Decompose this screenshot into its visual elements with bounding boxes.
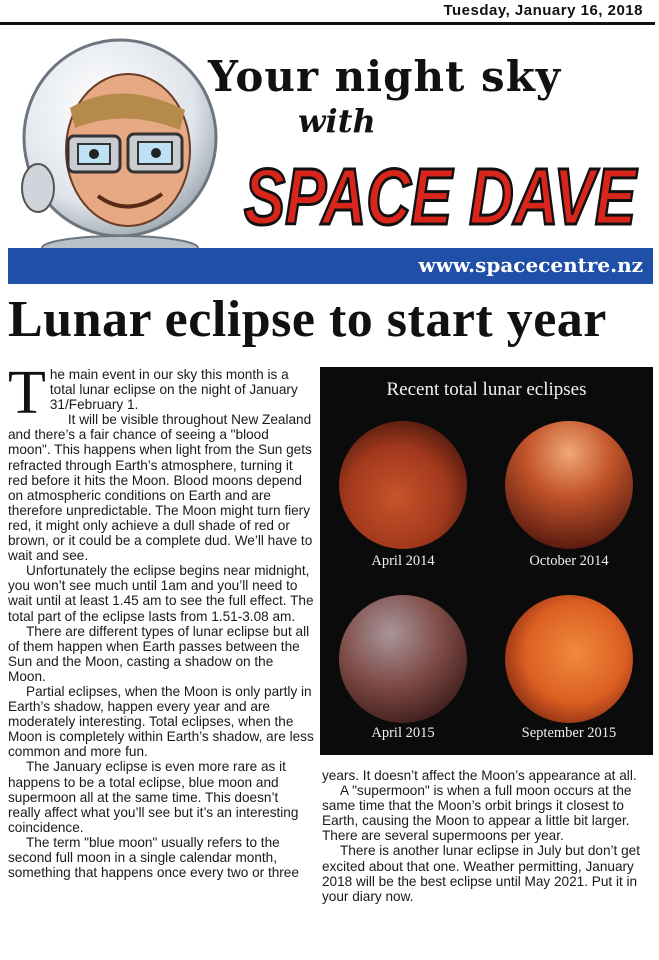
masthead <box>8 30 653 285</box>
article-column-left <box>8 359 314 881</box>
publication-date: Tuesday, January 16, 2018 <box>443 2 643 19</box>
paragraph-9: There is another lunar eclipse in July but don’t get excited about that one. Weather permitting, January 2018 will be the best eclipse until May 2021. Put it in your diary now. <box>322 843 640 904</box>
drop-cap: T <box>8 359 46 427</box>
caption-april-2015: April 2015 <box>371 725 435 741</box>
paragraph-4: There are different types of lunar eclipse but all of them happen when Earth passes between the Sun and the Moon, casting a shadow on the Moon. <box>8 623 310 684</box>
moon-october-2014 <box>505 421 633 549</box>
moon-april-2015 <box>339 595 467 723</box>
paragraph-7: The term "blue moon" usually refers to the second full moon in a single calendar month, something that happens once every two or three <box>8 834 299 881</box>
masthead-with: with <box>298 102 376 140</box>
paragraph-6: The January eclipse is even more rare as it happens to be a total eclipse, blue moon and supermoon all at the same time. This doesn’t really affect what you’ll see but it’s an interesting coincidence. <box>8 759 299 835</box>
website-url[interactable]: www.spacecentre.nz <box>418 253 643 277</box>
caption-october-2014: October 2014 <box>529 553 609 569</box>
paragraph-3: Unfortunately the eclipse begins near midnight, you won’t see much until 1am and you’ll need to wait until at least 1.45 am to see the full effect. The total part of the eclipse lasts from 1.51-3.08 am. <box>8 563 314 624</box>
paragraph-5: Partial eclipses, when the Moon is only partly in Earth’s shadow, happen every year and are moderately interesting. Total eclipses, when the Moon is completely within Earth’s shadow, are less common and more fun. <box>8 683 314 760</box>
paragraph-8: A "supermoon" is when a full moon occurs at the same time that the Moon’s orbit brings it closest to Earth, causing the Moon to appear a little bit larger. There are several supermoons per year. <box>322 783 632 844</box>
article-column-right <box>322 768 652 904</box>
article-headline: Lunar eclipse to start year <box>8 291 607 348</box>
paragraph-7-continued: years. It doesn’t affect the Moon’s appearance at all. <box>322 768 637 783</box>
eclipse-photo-figure <box>320 367 653 755</box>
paragraph-2: It will be visible throughout New Zealand and there’s a fair chance of seeing a "blood moon". This happens when light from the Sun gets refracted through Earth’s atmosphere, turning it red before it hits the Moon. Blood moons depend on atmospheric conditions on Earth and are therefore unpredictable. The Moon might turn fiery red, it might only achieve a dull shade of red or brown, or it could be a complete dud. We’ll have to wait and see. <box>8 412 313 564</box>
astronaut-avatar-icon <box>20 38 220 258</box>
caption-april-2014: April 2014 <box>371 553 435 569</box>
svg-text:SPACE DAVE: SPACE DAVE <box>244 152 639 241</box>
website-bar <box>8 248 653 284</box>
moon-april-2014 <box>339 421 467 549</box>
masthead-title: Your night sky <box>208 52 562 101</box>
caption-september-2015: September 2015 <box>521 725 617 741</box>
figure-title: Recent total lunar eclipses <box>386 379 587 400</box>
moon-september-2015 <box>505 595 633 723</box>
date-bar <box>0 0 655 25</box>
paragraph-1: The main event in our sky this month is a total lunar eclipse on the night of January 31/February 1. <box>8 359 298 427</box>
space-dave-logo <box>236 142 646 242</box>
